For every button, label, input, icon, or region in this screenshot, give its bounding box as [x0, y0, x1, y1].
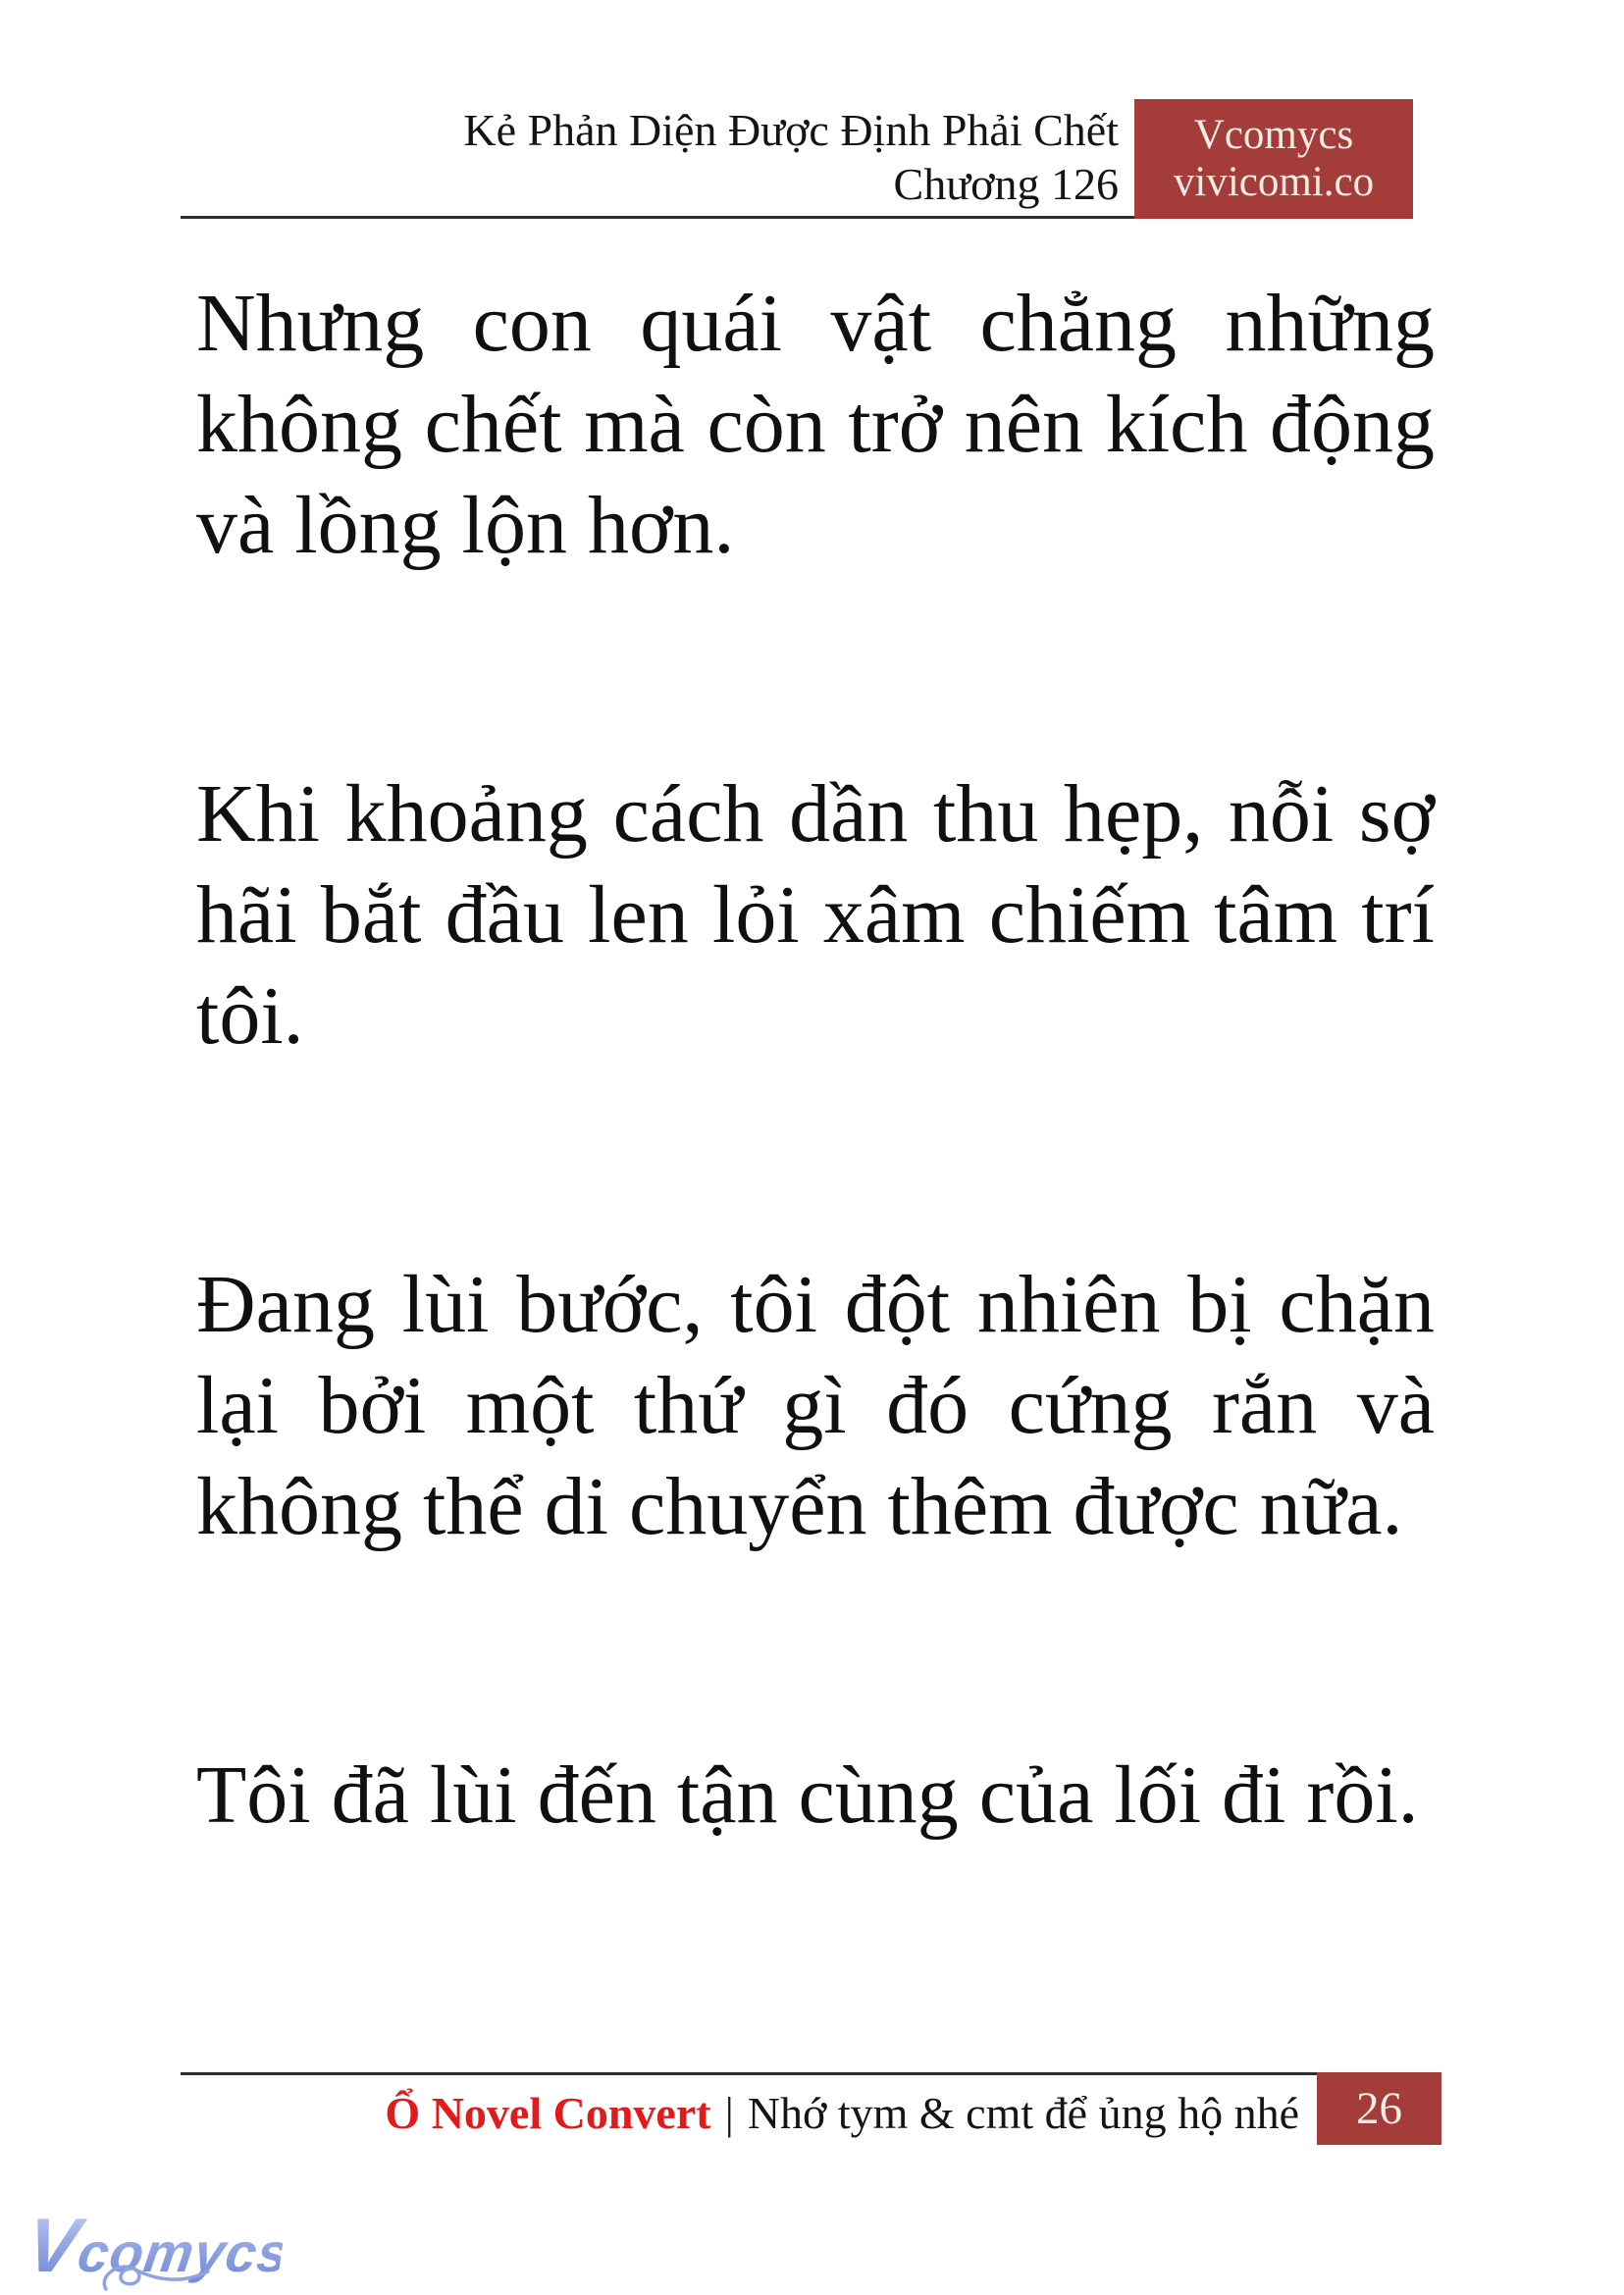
text-line: lại bởi một thứ gì đó cứng rắn và [196, 1360, 1435, 1451]
paragraph [196, 273, 1435, 576]
book-title: Kẻ Phản Diện Được Định Phải Chết [463, 105, 1119, 155]
paragraph [196, 763, 1435, 1067]
text-line: Nhưng con quái vật chẳng những [196, 278, 1435, 369]
brand-watermark-box [1134, 99, 1413, 219]
support-note: Nhớ tym & cmt để ủng hộ nhé [747, 2088, 1299, 2138]
text-line: hãi bắt đầu len lỏi xâm chiếm tâm trí [196, 869, 1435, 961]
chapter-header [463, 103, 1119, 211]
chapter-text [196, 273, 1435, 1846]
logo-flourish-icon [96, 2258, 214, 2295]
footer-credit-line [385, 2086, 1299, 2141]
vcomycs-logo [21, 2201, 294, 2295]
chapter-number: Chương 126 [893, 159, 1119, 209]
translator-credit: Ổ Novel Convert [385, 2088, 711, 2138]
page-number-badge [1317, 2072, 1441, 2145]
vcomycs-logo-text: Vcomycs [21, 2202, 294, 2288]
text-line: và lồng lộn hơn. [196, 480, 735, 571]
text-line: tôi. [196, 970, 304, 1062]
header-divider [181, 216, 1134, 219]
brand-url: vivicomi.co [1173, 159, 1375, 205]
separator: | [724, 2088, 734, 2138]
footer-divider [181, 2072, 1317, 2075]
paragraph [196, 1745, 1435, 1846]
text-line: không chết mà còn trở nên kích động [196, 379, 1435, 470]
paragraph [196, 1254, 1435, 1557]
text-line: Tôi đã lùi đến tận cùng của lối đi rồi. [196, 1749, 1419, 1841]
text-line: Đang lùi bước, tôi đột nhiên bị chặn [196, 1259, 1435, 1350]
text-line: không thể di chuyển thêm được nữa. [196, 1461, 1403, 1552]
brand-name: Vcomycs [1193, 112, 1354, 158]
text-line: Khi khoảng cách dần thu hẹp, nỗi sợ [196, 768, 1435, 860]
page-number: 26 [1356, 2083, 1402, 2134]
